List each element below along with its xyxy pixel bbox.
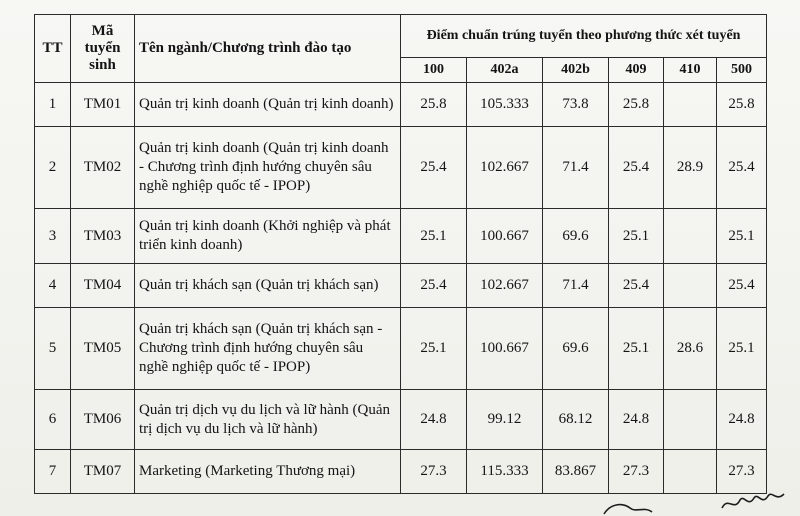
score-410	[664, 83, 717, 127]
header-method-410: 410	[664, 58, 717, 83]
row-code: TM02	[71, 127, 135, 209]
score-402a: 100.667	[467, 308, 543, 390]
row-program-name: Quản trị kinh doanh (Khởi nghiệp và phát triển kinh doanh)	[135, 209, 401, 264]
score-402a: 100.667	[467, 209, 543, 264]
score-402a: 115.333	[467, 450, 543, 494]
score-410	[664, 450, 717, 494]
score-409: 24.8	[609, 390, 664, 450]
table-row	[35, 450, 767, 494]
score-500: 25.4	[717, 127, 767, 209]
score-409: 25.4	[609, 264, 664, 308]
score-100: 25.1	[401, 209, 467, 264]
header-method-402b: 402b	[543, 58, 609, 83]
score-500: 27.3	[717, 450, 767, 494]
row-program-name: Quản trị kinh doanh (Quản trị kinh doanh - Chương trình định hướng chuyên sâu nghề nghiệp quốc tế - IPOP)	[135, 127, 401, 209]
score-402b: 71.4	[543, 127, 609, 209]
header-row-top	[35, 15, 767, 58]
row-program-name: Quản trị khách sạn (Quản trị khách sạn - Chương trình định hướng chuyên sâu nghề nghiệp quốc tế - IPOP)	[135, 308, 401, 390]
header-method-100: 100	[401, 58, 467, 83]
row-program-name: Marketing (Marketing Thương mại)	[135, 450, 401, 494]
row-code: TM06	[71, 390, 135, 450]
header-score-group: Điểm chuẩn trúng tuyển theo phương thức xét tuyển	[401, 15, 767, 58]
table-row	[35, 390, 767, 450]
score-410	[664, 209, 717, 264]
header-code: Mã tuyển sinh	[71, 15, 135, 83]
header-program-name: Tên ngành/Chương trình đào tạo	[135, 15, 401, 83]
table-row	[35, 308, 767, 390]
score-402b: 71.4	[543, 264, 609, 308]
score-100: 27.3	[401, 450, 467, 494]
score-402b: 68.12	[543, 390, 609, 450]
row-program-name: Quản trị dịch vụ du lịch và lữ hành (Quản trị dịch vụ du lịch và lữ hành)	[135, 390, 401, 450]
row-code: TM05	[71, 308, 135, 390]
score-500: 25.8	[717, 83, 767, 127]
row-stt: 6	[35, 390, 71, 450]
score-409: 25.4	[609, 127, 664, 209]
row-program-name: Quản trị kinh doanh (Quản trị kinh doanh)	[135, 83, 401, 127]
score-402b: 73.8	[543, 83, 609, 127]
row-code: TM07	[71, 450, 135, 494]
score-100: 25.4	[401, 264, 467, 308]
score-402b: 83.867	[543, 450, 609, 494]
pen-stroke-icon	[600, 500, 660, 516]
score-402a: 105.333	[467, 83, 543, 127]
row-code: TM01	[71, 83, 135, 127]
score-402a: 102.667	[467, 127, 543, 209]
score-100: 25.8	[401, 83, 467, 127]
score-500: 25.1	[717, 308, 767, 390]
row-stt: 4	[35, 264, 71, 308]
table-body	[35, 83, 767, 494]
row-stt: 3	[35, 209, 71, 264]
score-100: 25.4	[401, 127, 467, 209]
header-method-402a: 402a	[467, 58, 543, 83]
row-stt: 5	[35, 308, 71, 390]
score-409: 25.1	[609, 308, 664, 390]
score-409: 25.8	[609, 83, 664, 127]
header-method-409: 409	[609, 58, 664, 83]
score-500: 25.4	[717, 264, 767, 308]
table-row	[35, 127, 767, 209]
header-stt: TT	[35, 15, 71, 83]
header-method-500: 500	[717, 58, 767, 83]
score-410: 28.9	[664, 127, 717, 209]
score-500: 24.8	[717, 390, 767, 450]
table-row	[35, 209, 767, 264]
row-stt: 1	[35, 83, 71, 127]
table-row	[35, 83, 767, 127]
score-500: 25.1	[717, 209, 767, 264]
row-stt: 2	[35, 127, 71, 209]
score-402a: 99.12	[467, 390, 543, 450]
signature-icon	[718, 486, 788, 514]
score-402b: 69.6	[543, 308, 609, 390]
row-stt: 7	[35, 450, 71, 494]
score-100: 25.1	[401, 308, 467, 390]
admission-scores-table	[34, 14, 767, 494]
table-row	[35, 264, 767, 308]
row-code: TM03	[71, 209, 135, 264]
score-100: 24.8	[401, 390, 467, 450]
score-402a: 102.667	[467, 264, 543, 308]
score-410	[664, 264, 717, 308]
score-409: 25.1	[609, 209, 664, 264]
score-409: 27.3	[609, 450, 664, 494]
row-program-name: Quản trị khách sạn (Quản trị khách sạn)	[135, 264, 401, 308]
score-410: 28.6	[664, 308, 717, 390]
score-402b: 69.6	[543, 209, 609, 264]
score-410	[664, 390, 717, 450]
row-code: TM04	[71, 264, 135, 308]
